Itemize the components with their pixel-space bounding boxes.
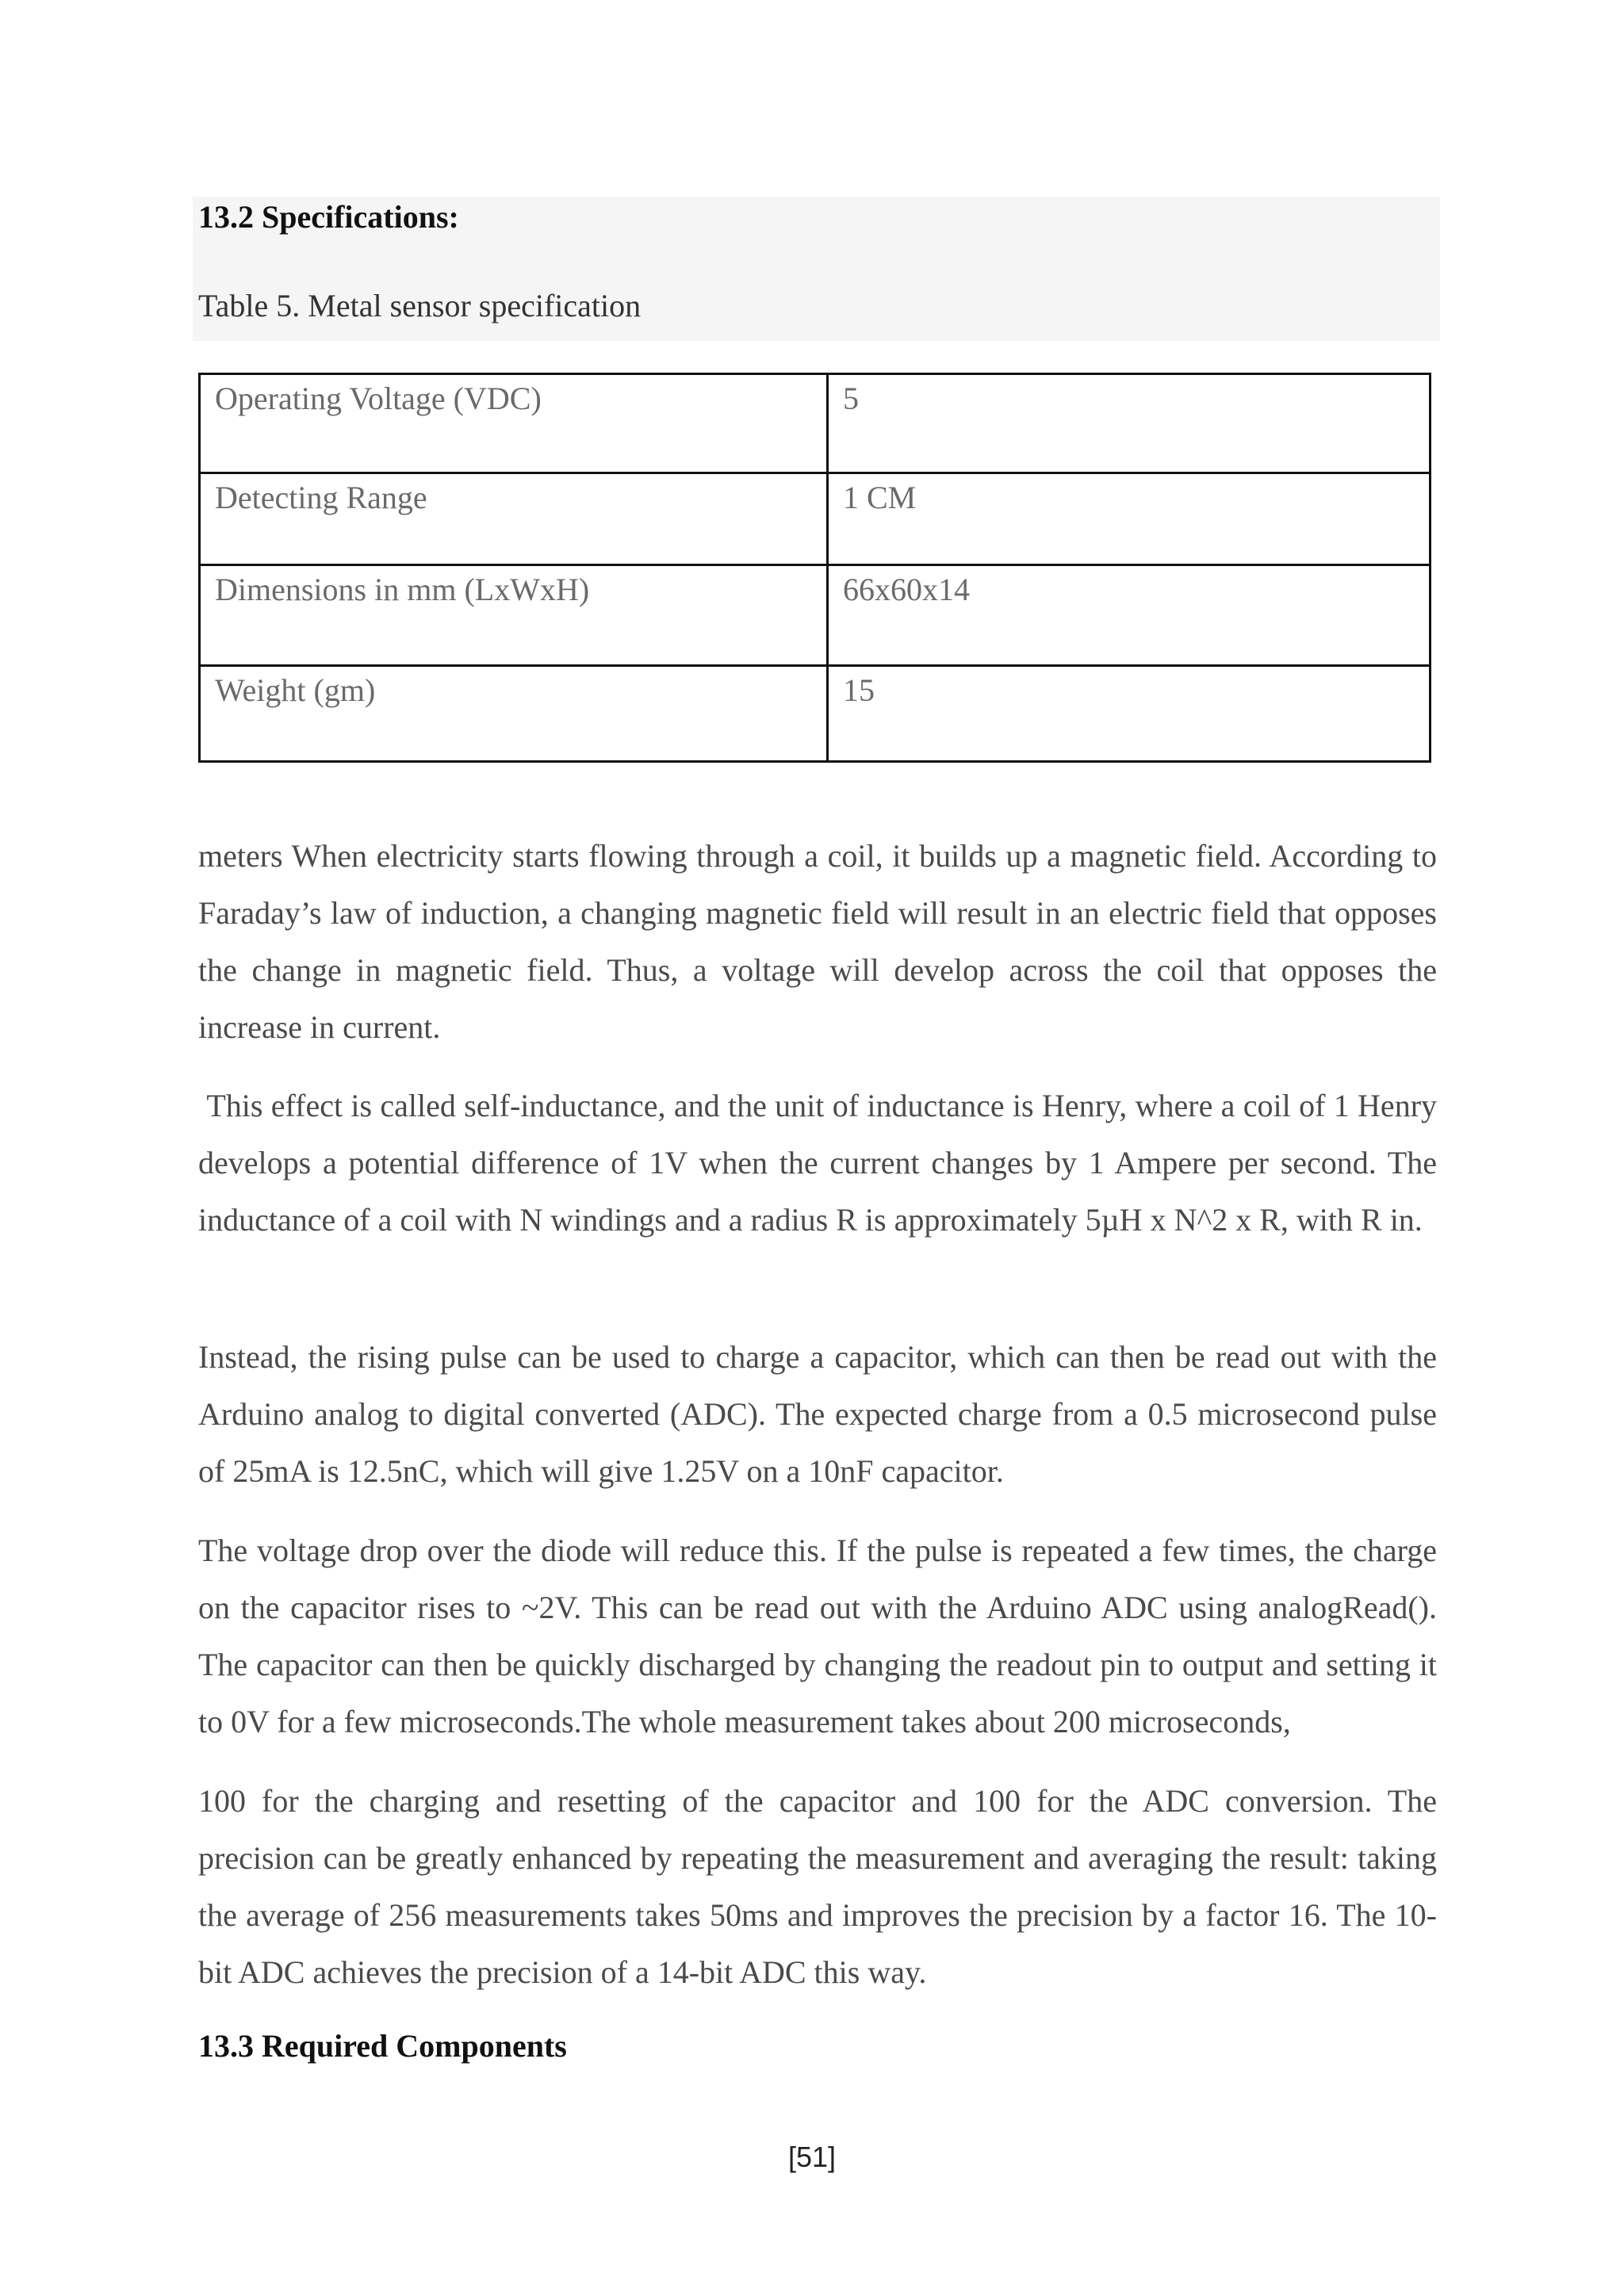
paragraph: Instead, the rising pulse can be used to charge a capacitor, which can then be read out with the Arduino analog to digital converted (ADC). The expected charge from a 0.5 microsecond pulse of 25mA is 12.5nC, which will give 1.25V on a 10nF capacitor. [198, 1339, 1437, 1489]
section-heading: 13.2 Specifications: [198, 199, 459, 235]
table-row [200, 565, 1431, 666]
spec-value: 5 [828, 374, 1431, 473]
page-number: [51] [787, 2141, 837, 2173]
table-row [200, 473, 1431, 565]
table-caption: Table 5. Metal sensor specification [198, 288, 642, 323]
paragraph: The voltage drop over the diode will reduce this. If the pulse is repeated a few times, the charge on the capacitor rises to ~2V. This can be read out with the Arduino ADC using analogRead(). The capacitor can then be quickly discharged by changing the readout pin to output and setting it to 0V for a few microseconds.The whole measurement takes about 200 microseconds, [198, 1533, 1437, 1739]
spec-value: 66x60x14 [828, 565, 1431, 666]
spec-label: Operating Voltage (VDC) [200, 374, 828, 473]
spec-value: 15 [828, 666, 1431, 762]
next-section-heading: 13.3 Required Components [198, 2028, 567, 2064]
paragraph: This effect is called self-inductance, and the unit of inductance is Henry, where a coil of 1 Henry develops a potential difference of 1V when the current changes by 1 Ampere per second. The inductance of a coil with N windings and a radius R is approximately 5µH x N^2 x R, with R in. [198, 1088, 1446, 1238]
paragraph: meters When electricity starts flowing through a coil, it builds up a magnetic field. According to Faraday’s law of induction, a changing magnetic field will result in an electric field that opposes the change in magnetic field. Thus, a voltage will develop across the coil that opposes the increase in current. [198, 838, 1437, 1045]
table-row [200, 666, 1431, 762]
spec-label: Weight (gm) [200, 666, 828, 762]
table-row [200, 374, 1431, 473]
spec-label: Dimensions in mm (LxWxH) [200, 565, 828, 666]
paragraph: 100 for the charging and resetting of the capacitor and 100 for the ADC conversion. The precision can be greatly enhanced by repeating the measurement and averaging the result: taking the average of 256 measurements takes 50ms and improves the precision by a factor 16. The 10-bit ADC achieves the precision of a 14-bit ADC this way. [198, 1783, 1437, 1990]
spec-label: Detecting Range [200, 473, 828, 565]
spec-value: 1 CM [828, 473, 1431, 565]
spec-table [198, 373, 1431, 763]
